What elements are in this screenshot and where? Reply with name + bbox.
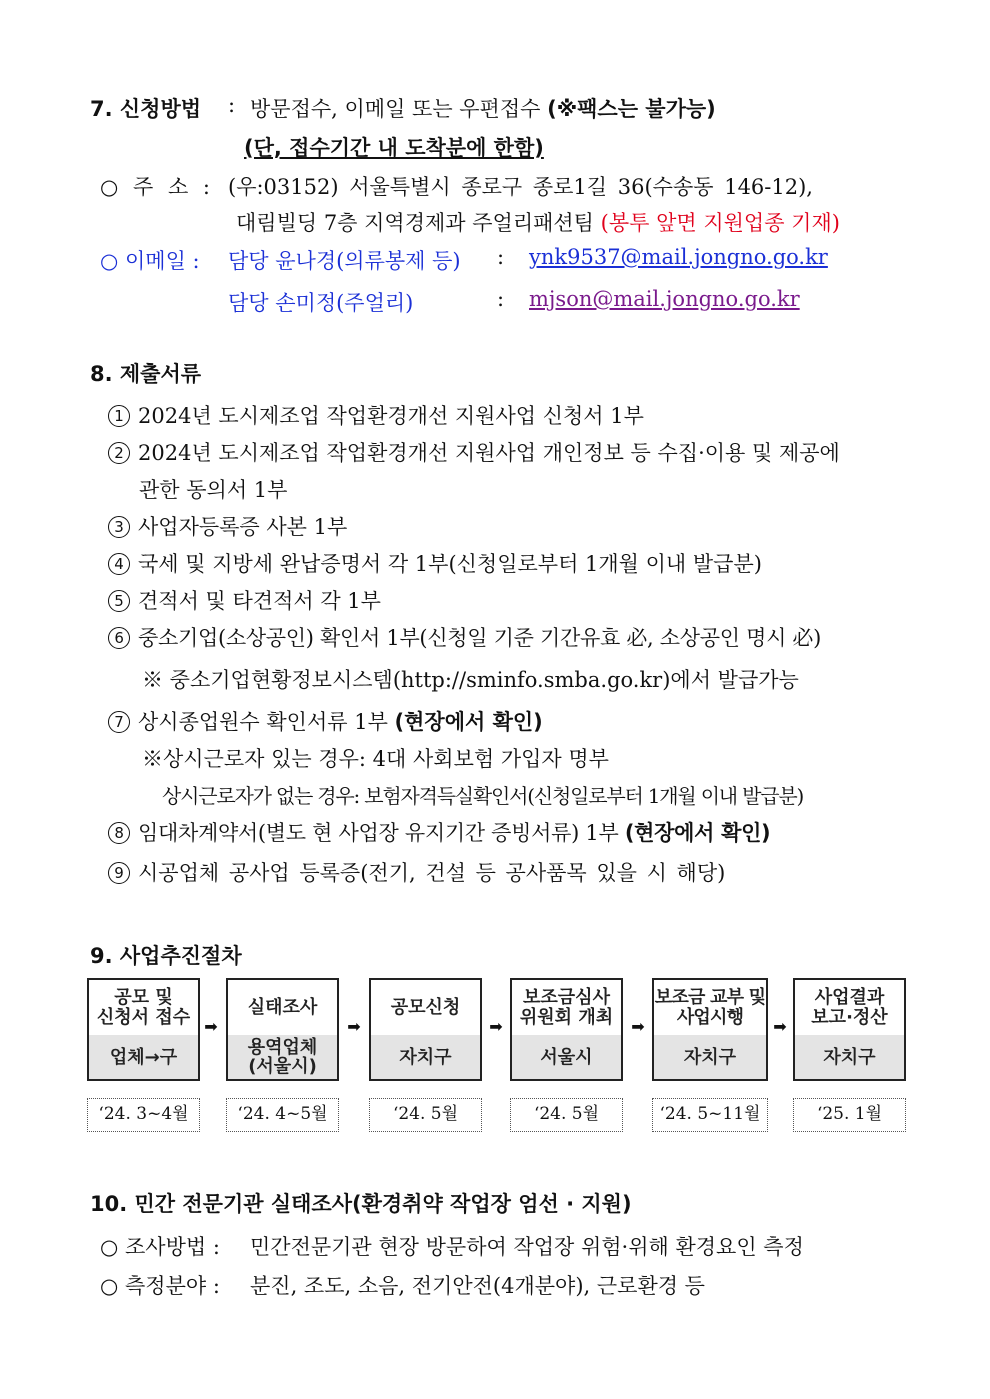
application-method-text: 방문접수, 이메일 또는 우편접수: [250, 97, 541, 121]
document-item-text: 2024년 도시제조업 작업환경개선 지원사업 신청서 1부: [138, 404, 644, 428]
process-step-6: [793, 978, 906, 1081]
arrow-right-icon: ➡: [489, 1017, 503, 1036]
email-link-2[interactable]: mjson@mail.jongno.go.kr: [529, 287, 800, 311]
circled-number: 9: [108, 862, 130, 884]
step-1-date: ‘24. 3~4월: [87, 1098, 200, 1132]
process-step-1: [87, 978, 200, 1081]
on-site-check-note: (현장에서 확인): [624, 821, 771, 845]
document-item-3: [108, 511, 347, 541]
step-6-date: ‘25. 1월: [793, 1098, 906, 1132]
fax-note: (※팩스는 불가능): [547, 97, 716, 121]
address-label: ○ 주 소 :: [100, 175, 210, 199]
email-link-1[interactable]: ynk9537@mail.jongno.go.kr: [529, 245, 828, 269]
document-item-4: [108, 548, 762, 578]
step-owner: 용역업체 (서울시): [228, 1035, 337, 1079]
arrow-right-icon: ➡: [773, 1017, 787, 1036]
arrow-right-icon: ➡: [204, 1017, 218, 1036]
receipt-condition: (단, 접수기간 내 도착분에 한함): [244, 136, 544, 160]
document-item-text: 상시종업원수 확인서류 1부: [138, 710, 388, 734]
arrow-right-icon: ➡: [347, 1017, 361, 1036]
section-7-heading: 7. 신청방법: [90, 97, 202, 121]
document-item-1: [108, 400, 644, 430]
document-item-5: [108, 585, 381, 615]
circled-number: 2: [108, 442, 130, 464]
document-item-8: [108, 817, 770, 847]
step-title: 실태조사: [247, 997, 318, 1018]
step-owner: 자치구: [654, 1035, 766, 1079]
process-step-2: [226, 978, 339, 1081]
document-item-text: 사업자등록증 사본 1부: [138, 515, 348, 539]
document-item-7: [108, 706, 543, 736]
email-label: ○ 이메일 :: [100, 249, 200, 273]
step-title: 공모신청: [390, 997, 461, 1018]
step-owner: 자치구: [795, 1035, 904, 1079]
document-item-7-note-2: 상시근로자가 없는 경우: 보험자격득실확인서(신청일로부터 1개월 이내 발급분): [162, 784, 804, 808]
email-colon-2: :: [497, 287, 505, 311]
document-item-text: 2024년 도시제조업 작업환경개선 지원사업 개인정보 등 수집·이용 및 제공에: [138, 441, 840, 465]
address-line-2-text: 대림빌딩 7층 지역경제과 주얼리패션팀: [236, 211, 594, 235]
step-3-date: ‘24. 5월: [369, 1098, 482, 1132]
document-item-2-continued: 관한 동의서 1부: [139, 478, 288, 502]
address-line-2: [236, 207, 840, 237]
measurement-fields: 분진, 조도, 소음, 전기안전(4개분야), 근로환경 등: [250, 1274, 705, 1298]
step-5-date: ‘24. 5~11월: [652, 1098, 768, 1132]
document-item-9: [108, 857, 725, 887]
section-8-heading: 8. 제출서류: [90, 362, 202, 386]
step-title: 공모 및 신청서 접수: [96, 987, 191, 1028]
document-item-text: 시공업체 공사업 등록증(전기, 건설 등 공사품목 있을 시 해당): [138, 861, 726, 885]
step-2-date: ‘24. 4~5월: [226, 1098, 339, 1132]
process-step-5: [652, 978, 768, 1081]
circled-number: 5: [108, 590, 130, 612]
process-step-4: [510, 978, 623, 1081]
address-line-1: (우:03152) 서울특별시 종로구 종로1길 36(수송동 146-12),: [228, 175, 813, 199]
document-item-text: 임대차계약서(별도 현 사업장 유지기간 증빙서류) 1부: [138, 821, 619, 845]
survey-method: 민간전문기관 현장 방문하여 작업장 위험·위해 환경요인 측정: [250, 1235, 804, 1259]
arrow-right-icon: ➡: [631, 1017, 645, 1036]
circled-number: 6: [108, 627, 130, 649]
document-item-7-note-1: ※상시근로자 있는 경우: 4대 사회보험 가입자 명부: [142, 747, 609, 771]
step-4-date: ‘24. 5월: [510, 1098, 623, 1132]
section-7-colon: :: [228, 93, 236, 117]
step-title: 보조금심사 위원회 개최: [519, 987, 614, 1028]
circled-number: 1: [108, 405, 130, 427]
envelope-note: (봉투 앞면 지원업종 기재): [600, 211, 840, 235]
document-item-text: 견적서 및 타견적서 각 1부: [138, 589, 381, 613]
section-9-heading: 9. 사업추진절차: [90, 944, 242, 968]
email-colon-1: :: [497, 245, 505, 269]
circled-number: 4: [108, 553, 130, 575]
circled-number: 7: [108, 711, 130, 733]
step-title: 보조금 교부 및 사업시행: [654, 987, 766, 1028]
document-item-text: 중소기업(소상공인) 확인서 1부(신청일 기준 기간유효 必, 소상공인 명시 必): [138, 626, 822, 650]
process-step-3: [369, 978, 482, 1081]
section-10-heading: 10. 민간 전문기관 실태조사(환경취약 작업장 엄선 · 지원): [90, 1192, 632, 1216]
step-owner: 서울시: [512, 1035, 621, 1079]
circled-number: 3: [108, 516, 130, 538]
survey-method-label: ○ 조사방법 :: [100, 1235, 220, 1259]
application-method: [250, 93, 716, 123]
email-contact-2: 담당 손미정(주얼리): [228, 291, 414, 315]
step-title: 사업결과 보고·정산: [811, 987, 888, 1028]
measurement-field-label: ○ 측정분야 :: [100, 1274, 220, 1298]
document-item-2: [108, 437, 840, 467]
document-item-6-note: ※ 중소기업현황정보시스템(http://sminfo.smba.go.kr)에서 발급가능: [142, 668, 799, 692]
on-site-check-note: (현장에서 확인): [394, 710, 543, 734]
circled-number: 8: [108, 822, 130, 844]
step-owner: 자치구: [371, 1035, 480, 1079]
document-item-6: [108, 622, 821, 652]
document-item-text: 국세 및 지방세 완납증명서 각 1부(신청일로부터 1개월 이내 발급분): [138, 552, 762, 576]
email-contact-1: 담당 윤나경(의류봉제 등): [228, 249, 461, 273]
step-owner: 업체→구: [89, 1035, 198, 1079]
